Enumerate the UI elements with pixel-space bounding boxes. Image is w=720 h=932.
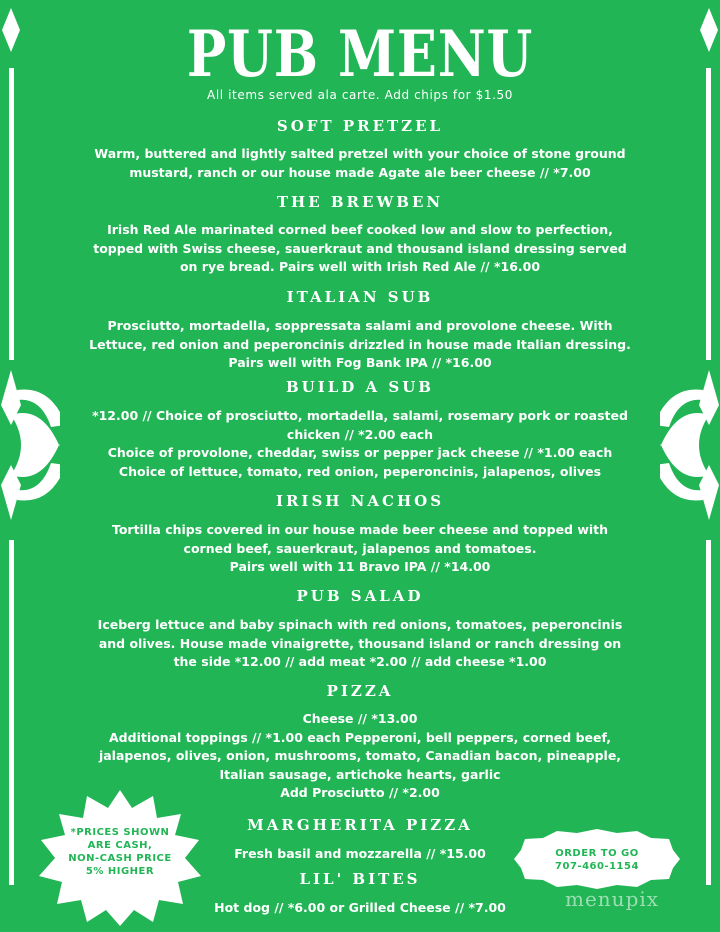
right-ornament [660,0,720,932]
description-line: Tortilla chips covered in our house made beer cheese and topped with [111,522,609,537]
page-title: PUB MENU [186,17,534,92]
section-heading: PUB SALAD [296,587,424,605]
description-line: Pairs well with Fog Bank IPA // *16.00 [228,355,492,370]
description-line: Iceberg lettuce and baby spinach with red onions, tomatoes, peperoncinis [97,617,623,632]
description-line: Additional toppings // *1.00 each Pepperoni, bell peppers, corned beef, [109,729,611,745]
prices-note-line: ARE CASH, [87,840,153,851]
description-line: Italian sausage, artichoke hearts, garlic [219,766,501,782]
description-line: the side *12.00 // add meat *2.00 // add cheese *1.00 [173,654,547,669]
description-line: Hot dog // *6.00 or Grilled Cheese // *7.00 [214,900,506,915]
description-line: *12.00 // Choice of prosciutto, mortadella, salami, rosemary pork or roasted [92,408,628,423]
description-line: on rye bread. Pairs well with Irish Red Ale // *16.00 [179,259,541,274]
section-description [80,407,640,481]
section-heading: THE BREWBEN [276,193,444,211]
prices-note-line: 5% HIGHER [85,866,155,877]
description-line: Lettuce, red onion and peperoncinis drizzled in house made Italian dressing. [89,336,631,352]
section-description [80,521,640,577]
prices-note-line: *PRICES SHOWN [70,827,170,838]
watermark: menupix [565,887,660,911]
section-heading: MARGHERITA PIZZA [247,816,473,834]
description-line: mustard, ranch or our house made Agate ale beer cheese // *7.00 [129,164,591,180]
section-description [80,145,640,182]
section-description [80,616,640,672]
page-subtitle: All items served ala carte. Add chips for $1.50 [207,88,513,102]
description-line: Irish Red Ale marinated corned beef cooked low and slow to perfection, [107,222,613,237]
description-line: Pairs well with 11 Bravo IPA // *14.00 [229,559,491,574]
description-line: Cheese // *13.00 [302,711,418,726]
description-line: chicken // *2.00 each [286,426,434,442]
description-line: corned beef, sauerkraut, jalapenos and tomatoes. [183,540,537,556]
order-to-go-text [533,847,661,873]
description-line: Add Prosciutto // *2.00 [280,785,440,800]
description-line: Choice of provolone, cheddar, swiss or pepper jack cheese // *1.00 each [107,445,613,460]
section-heading: LIL' BITES [299,870,421,888]
section-heading: IRISH NACHOS [275,492,445,510]
description-line: and olives. House made vinaigrette, thousand island or ranch dressing on [98,635,622,651]
prices-note [55,826,185,878]
section-heading: ITALIAN SUB [286,288,434,306]
section-heading: PIZZA [326,682,394,700]
order-to-go-label: ORDER TO GO [555,848,639,859]
prices-note-line: NON-CASH PRICE [68,853,172,864]
description-line: Prosciutto, mortadella, soppressata salami and provolone cheese. With [107,318,613,333]
description-line: jalapenos, olives, onion, mushrooms, tomato, Canadian bacon, pineapple, [98,748,622,763]
description-line: Fresh basil and mozzarella // *15.00 [234,846,486,861]
section-description [80,221,640,277]
section-heading: SOFT PRETZEL [276,117,444,135]
section-heading: BUILD A SUB [285,378,434,396]
description-line: Warm, buttered and lightly salted pretzel with your choice of stone ground [94,146,626,161]
order-phone-number[interactable]: 707-460-1154 [555,861,639,872]
section-description [80,317,640,373]
description-line: topped with Swiss cheese, sauerkraut and thousand island dressing served [93,240,627,256]
description-line: Choice of lettuce, tomato, red onion, peperoncinis, jalapenos, olives [118,463,602,479]
